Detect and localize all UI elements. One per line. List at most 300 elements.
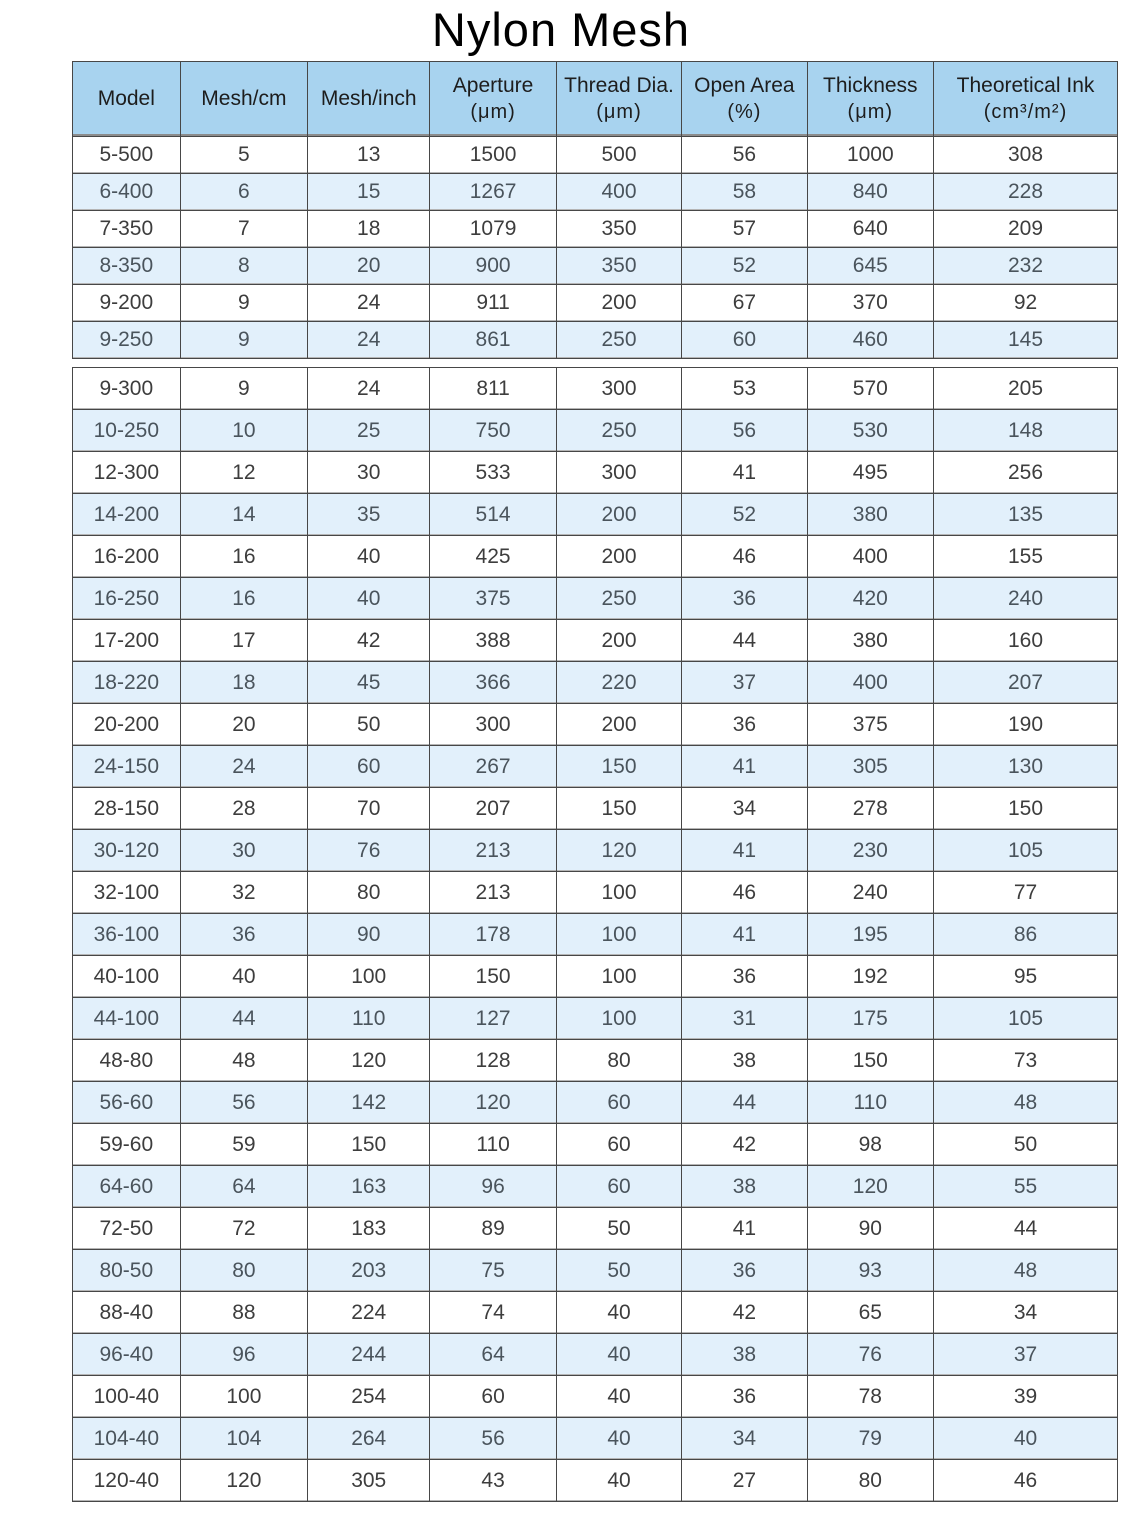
value-cell: 640: [807, 211, 933, 248]
col-header-label: Thread Dia.: [564, 74, 674, 98]
value-cell: 1267: [430, 174, 556, 211]
value-cell: 96: [430, 1166, 556, 1208]
value-cell: 128: [430, 1040, 556, 1082]
model-cell: 28-150: [73, 788, 181, 830]
value-cell: 60: [308, 746, 430, 788]
value-cell: 350: [556, 211, 681, 248]
col-header-thickness: [807, 62, 933, 137]
value-cell: 34: [934, 1292, 1118, 1334]
value-cell: 495: [807, 452, 933, 494]
table-row: [73, 1334, 1118, 1376]
model-cell: 100-40: [73, 1376, 181, 1418]
value-cell: 308: [934, 137, 1118, 174]
spec-table-section-2: [72, 367, 1118, 1502]
col-header-unit: (μm): [596, 100, 642, 123]
value-cell: 40: [556, 1292, 681, 1334]
table-row: [73, 1208, 1118, 1250]
value-cell: 40: [556, 1460, 681, 1502]
value-cell: 42: [682, 1124, 807, 1166]
value-cell: 98: [807, 1124, 933, 1166]
value-cell: 366: [430, 662, 556, 704]
value-cell: 50: [556, 1208, 681, 1250]
value-cell: 380: [807, 620, 933, 662]
value-cell: 570: [807, 368, 933, 410]
value-cell: 36: [682, 1376, 807, 1418]
value-cell: 645: [807, 248, 933, 285]
value-cell: 380: [807, 494, 933, 536]
value-cell: 6: [180, 174, 307, 211]
table-row: [73, 1418, 1118, 1460]
model-cell: 10-250: [73, 410, 181, 452]
value-cell: 40: [556, 1376, 681, 1418]
col-header-model: [73, 62, 181, 137]
col-header-open-area: [682, 62, 807, 137]
table-row: [73, 956, 1118, 998]
value-cell: 48: [934, 1250, 1118, 1292]
value-cell: 32: [180, 872, 307, 914]
value-cell: 9: [180, 285, 307, 322]
value-cell: 861: [430, 322, 556, 359]
value-cell: 110: [308, 998, 430, 1040]
model-cell: 80-50: [73, 1250, 181, 1292]
value-cell: 75: [430, 1250, 556, 1292]
value-cell: 77: [934, 872, 1118, 914]
value-cell: 200: [556, 494, 681, 536]
value-cell: 50: [308, 704, 430, 746]
model-cell: 6-400: [73, 174, 181, 211]
value-cell: 200: [556, 536, 681, 578]
value-cell: 375: [430, 578, 556, 620]
value-cell: 44: [180, 998, 307, 1040]
value-cell: 240: [934, 578, 1118, 620]
col-header-label: Thickness: [823, 74, 918, 98]
value-cell: 24: [308, 368, 430, 410]
value-cell: 41: [682, 746, 807, 788]
value-cell: 425: [430, 536, 556, 578]
value-cell: 110: [807, 1082, 933, 1124]
value-cell: 5: [180, 137, 307, 174]
col-header-unit: (μm): [470, 100, 516, 123]
col-header-theoretical-ink: [934, 62, 1118, 137]
value-cell: 160: [934, 620, 1118, 662]
model-cell: 48-80: [73, 1040, 181, 1082]
value-cell: 35: [308, 494, 430, 536]
col-header-aperture: [430, 62, 556, 137]
value-cell: 514: [430, 494, 556, 536]
col-header-mesh-cm: [180, 62, 307, 137]
value-cell: 150: [430, 956, 556, 998]
value-cell: 155: [934, 536, 1118, 578]
value-cell: 14: [180, 494, 307, 536]
value-cell: 500: [556, 137, 681, 174]
value-cell: 200: [556, 620, 681, 662]
value-cell: 16: [180, 536, 307, 578]
model-cell: 59-60: [73, 1124, 181, 1166]
spec-table-section-1: [72, 61, 1118, 359]
value-cell: 56: [682, 137, 807, 174]
value-cell: 256: [934, 452, 1118, 494]
value-cell: 12: [180, 452, 307, 494]
value-cell: 400: [556, 174, 681, 211]
value-cell: 300: [430, 704, 556, 746]
value-cell: 7: [180, 211, 307, 248]
value-cell: 37: [934, 1334, 1118, 1376]
model-cell: 20-200: [73, 704, 181, 746]
value-cell: 42: [308, 620, 430, 662]
value-cell: 305: [308, 1460, 430, 1502]
table-row: [73, 1292, 1118, 1334]
value-cell: 59: [180, 1124, 307, 1166]
table-row: [73, 620, 1118, 662]
value-cell: 73: [934, 1040, 1118, 1082]
value-cell: 44: [934, 1208, 1118, 1250]
model-cell: 104-40: [73, 1418, 181, 1460]
value-cell: 57: [682, 211, 807, 248]
value-cell: 80: [180, 1250, 307, 1292]
model-cell: 18-220: [73, 662, 181, 704]
value-cell: 213: [430, 830, 556, 872]
value-cell: 224: [308, 1292, 430, 1334]
value-cell: 45: [308, 662, 430, 704]
col-header-label: Theoretical Ink: [956, 74, 1095, 98]
value-cell: 38: [682, 1166, 807, 1208]
value-cell: 18: [308, 211, 430, 248]
model-cell: 72-50: [73, 1208, 181, 1250]
value-cell: 250: [556, 410, 681, 452]
value-cell: 120: [556, 830, 681, 872]
value-cell: 150: [556, 788, 681, 830]
value-cell: 190: [934, 704, 1118, 746]
model-cell: 5-500: [73, 137, 181, 174]
col-header-unit: (cm³/m²): [983, 100, 1068, 123]
value-cell: 36: [682, 956, 807, 998]
model-cell: 17-200: [73, 620, 181, 662]
value-cell: 34: [682, 788, 807, 830]
value-cell: 178: [430, 914, 556, 956]
value-cell: 127: [430, 998, 556, 1040]
value-cell: 120: [180, 1460, 307, 1502]
value-cell: 80: [556, 1040, 681, 1082]
model-cell: 9-250: [73, 322, 181, 359]
value-cell: 530: [807, 410, 933, 452]
table-row: [73, 1040, 1118, 1082]
model-cell: 9-200: [73, 285, 181, 322]
value-cell: 110: [430, 1124, 556, 1166]
value-cell: 130: [934, 746, 1118, 788]
model-cell: 36-100: [73, 914, 181, 956]
value-cell: 60: [556, 1082, 681, 1124]
table-row: [73, 285, 1118, 322]
model-cell: 12-300: [73, 452, 181, 494]
value-cell: 60: [430, 1376, 556, 1418]
value-cell: 41: [682, 1208, 807, 1250]
value-cell: 120: [308, 1040, 430, 1082]
value-cell: 41: [682, 452, 807, 494]
value-cell: 95: [934, 956, 1118, 998]
value-cell: 50: [934, 1124, 1118, 1166]
table-row: [73, 1376, 1118, 1418]
value-cell: 36: [180, 914, 307, 956]
value-cell: 20: [308, 248, 430, 285]
value-cell: 145: [934, 322, 1118, 359]
value-cell: 30: [308, 452, 430, 494]
value-cell: 93: [807, 1250, 933, 1292]
value-cell: 150: [807, 1040, 933, 1082]
table-row: [73, 322, 1118, 359]
value-cell: 56: [180, 1082, 307, 1124]
value-cell: 375: [807, 704, 933, 746]
table-row: [73, 914, 1118, 956]
table-row: [73, 368, 1118, 410]
value-cell: 27: [682, 1460, 807, 1502]
value-cell: 56: [430, 1418, 556, 1460]
table-row: [73, 494, 1118, 536]
value-cell: 44: [682, 1082, 807, 1124]
value-cell: 104: [180, 1418, 307, 1460]
value-cell: 148: [934, 410, 1118, 452]
value-cell: 300: [556, 368, 681, 410]
model-cell: 9-300: [73, 368, 181, 410]
value-cell: 40: [308, 536, 430, 578]
value-cell: 840: [807, 174, 933, 211]
value-cell: 90: [807, 1208, 933, 1250]
col-header-unit: (μm): [847, 100, 894, 123]
model-cell: 14-200: [73, 494, 181, 536]
value-cell: 900: [430, 248, 556, 285]
value-cell: 40: [556, 1334, 681, 1376]
model-cell: 16-200: [73, 536, 181, 578]
value-cell: 100: [180, 1376, 307, 1418]
value-cell: 43: [430, 1460, 556, 1502]
value-cell: 46: [682, 872, 807, 914]
model-cell: 44-100: [73, 998, 181, 1040]
value-cell: 105: [934, 830, 1118, 872]
value-cell: 100: [308, 956, 430, 998]
table-row: [73, 830, 1118, 872]
value-cell: 42: [682, 1292, 807, 1334]
value-cell: 40: [308, 578, 430, 620]
model-cell: 96-40: [73, 1334, 181, 1376]
col-header-thread-dia: [556, 62, 681, 137]
value-cell: 811: [430, 368, 556, 410]
table-row: [73, 1460, 1118, 1502]
table-row: [73, 704, 1118, 746]
value-cell: 205: [934, 368, 1118, 410]
table-row: [73, 998, 1118, 1040]
value-cell: 24: [180, 746, 307, 788]
value-cell: 15: [308, 174, 430, 211]
value-cell: 209: [934, 211, 1118, 248]
value-cell: 175: [807, 998, 933, 1040]
value-cell: 150: [308, 1124, 430, 1166]
value-cell: 100: [556, 872, 681, 914]
value-cell: 200: [556, 285, 681, 322]
value-cell: 60: [556, 1124, 681, 1166]
value-cell: 18: [180, 662, 307, 704]
value-cell: 60: [556, 1166, 681, 1208]
value-cell: 67: [682, 285, 807, 322]
value-cell: 254: [308, 1376, 430, 1418]
value-cell: 86: [934, 914, 1118, 956]
value-cell: 88: [180, 1292, 307, 1334]
table-row: [73, 452, 1118, 494]
table-row: [73, 578, 1118, 620]
value-cell: 250: [556, 322, 681, 359]
col-header-label: Mesh/cm: [201, 86, 287, 110]
page-title: Nylon Mesh: [431, 3, 691, 56]
table-row: [73, 174, 1118, 211]
value-cell: 30: [180, 830, 307, 872]
value-cell: 79: [807, 1418, 933, 1460]
value-cell: 9: [180, 368, 307, 410]
value-cell: 13: [308, 137, 430, 174]
col-header-label: Open Area: [694, 74, 795, 98]
value-cell: 80: [308, 872, 430, 914]
value-cell: 120: [807, 1166, 933, 1208]
value-cell: 207: [430, 788, 556, 830]
value-cell: 37: [682, 662, 807, 704]
value-cell: 24: [308, 322, 430, 359]
value-cell: 31: [682, 998, 807, 1040]
value-cell: 76: [308, 830, 430, 872]
value-cell: 36: [682, 1250, 807, 1292]
value-cell: 20: [180, 704, 307, 746]
value-cell: 96: [180, 1334, 307, 1376]
table-row: [73, 662, 1118, 704]
value-cell: 36: [682, 578, 807, 620]
value-cell: 65: [807, 1292, 933, 1334]
model-cell: 32-100: [73, 872, 181, 914]
value-cell: 46: [934, 1460, 1118, 1502]
value-cell: 100: [556, 914, 681, 956]
value-cell: 38: [682, 1334, 807, 1376]
value-cell: 39: [934, 1376, 1118, 1418]
value-cell: 420: [807, 578, 933, 620]
table-row: [73, 1166, 1118, 1208]
value-cell: 78: [807, 1376, 933, 1418]
value-cell: 100: [556, 956, 681, 998]
value-cell: 230: [807, 830, 933, 872]
value-cell: 220: [556, 662, 681, 704]
value-cell: 750: [430, 410, 556, 452]
section-gap: [72, 359, 1118, 367]
table-row: [73, 536, 1118, 578]
table-row: [73, 1124, 1118, 1166]
value-cell: 41: [682, 830, 807, 872]
value-cell: 17: [180, 620, 307, 662]
value-cell: 41: [682, 914, 807, 956]
value-cell: 92: [934, 285, 1118, 322]
value-cell: 400: [807, 536, 933, 578]
value-cell: 52: [682, 494, 807, 536]
value-cell: 9: [180, 322, 307, 359]
model-cell: 88-40: [73, 1292, 181, 1334]
value-cell: 163: [308, 1166, 430, 1208]
value-cell: 183: [308, 1208, 430, 1250]
col-header-mesh-inch: [308, 62, 430, 137]
value-cell: 46: [682, 536, 807, 578]
value-cell: 100: [556, 998, 681, 1040]
table-row: [73, 410, 1118, 452]
value-cell: 74: [430, 1292, 556, 1334]
value-cell: 28: [180, 788, 307, 830]
value-cell: 36: [682, 704, 807, 746]
value-cell: 207: [934, 662, 1118, 704]
table-row: [73, 788, 1118, 830]
table-row: [73, 248, 1118, 285]
value-cell: 120: [430, 1082, 556, 1124]
model-cell: 8-350: [73, 248, 181, 285]
table-row: [73, 211, 1118, 248]
col-header-label: Mesh/inch: [320, 86, 417, 110]
value-cell: 50: [556, 1250, 681, 1292]
value-cell: 370: [807, 285, 933, 322]
model-cell: 16-250: [73, 578, 181, 620]
value-cell: 56: [682, 410, 807, 452]
table-row: [73, 872, 1118, 914]
value-cell: 55: [934, 1166, 1118, 1208]
value-cell: 1000: [807, 137, 933, 174]
value-cell: 70: [308, 788, 430, 830]
value-cell: 52: [682, 248, 807, 285]
model-cell: 7-350: [73, 211, 181, 248]
value-cell: 60: [682, 322, 807, 359]
value-cell: 135: [934, 494, 1118, 536]
value-cell: 1079: [430, 211, 556, 248]
value-cell: 76: [807, 1334, 933, 1376]
value-cell: 533: [430, 452, 556, 494]
value-cell: 213: [430, 872, 556, 914]
col-header-unit: (%): [727, 100, 762, 123]
value-cell: 40: [934, 1418, 1118, 1460]
value-cell: 44: [682, 620, 807, 662]
value-cell: 203: [308, 1250, 430, 1292]
value-cell: 90: [308, 914, 430, 956]
value-cell: 58: [682, 174, 807, 211]
value-cell: 388: [430, 620, 556, 662]
table-row: [73, 1082, 1118, 1124]
value-cell: 48: [934, 1082, 1118, 1124]
value-cell: 195: [807, 914, 933, 956]
value-cell: 911: [430, 285, 556, 322]
value-cell: 53: [682, 368, 807, 410]
value-cell: 200: [556, 704, 681, 746]
value-cell: 105: [934, 998, 1118, 1040]
value-cell: 1500: [430, 137, 556, 174]
value-cell: 40: [556, 1418, 681, 1460]
value-cell: 8: [180, 248, 307, 285]
value-cell: 80: [807, 1460, 933, 1502]
value-cell: 350: [556, 248, 681, 285]
value-cell: 232: [934, 248, 1118, 285]
value-cell: 34: [682, 1418, 807, 1460]
value-cell: 40: [180, 956, 307, 998]
table-row: [73, 137, 1118, 174]
value-cell: 300: [556, 452, 681, 494]
value-cell: 400: [807, 662, 933, 704]
value-cell: 240: [807, 872, 933, 914]
header-row: [73, 62, 1118, 137]
value-cell: 16: [180, 578, 307, 620]
model-cell: 24-150: [73, 746, 181, 788]
value-cell: 460: [807, 322, 933, 359]
value-cell: 64: [430, 1334, 556, 1376]
value-cell: 89: [430, 1208, 556, 1250]
value-cell: 25: [308, 410, 430, 452]
model-cell: 30-120: [73, 830, 181, 872]
value-cell: 250: [556, 578, 681, 620]
col-header-label: Aperture: [452, 74, 534, 98]
